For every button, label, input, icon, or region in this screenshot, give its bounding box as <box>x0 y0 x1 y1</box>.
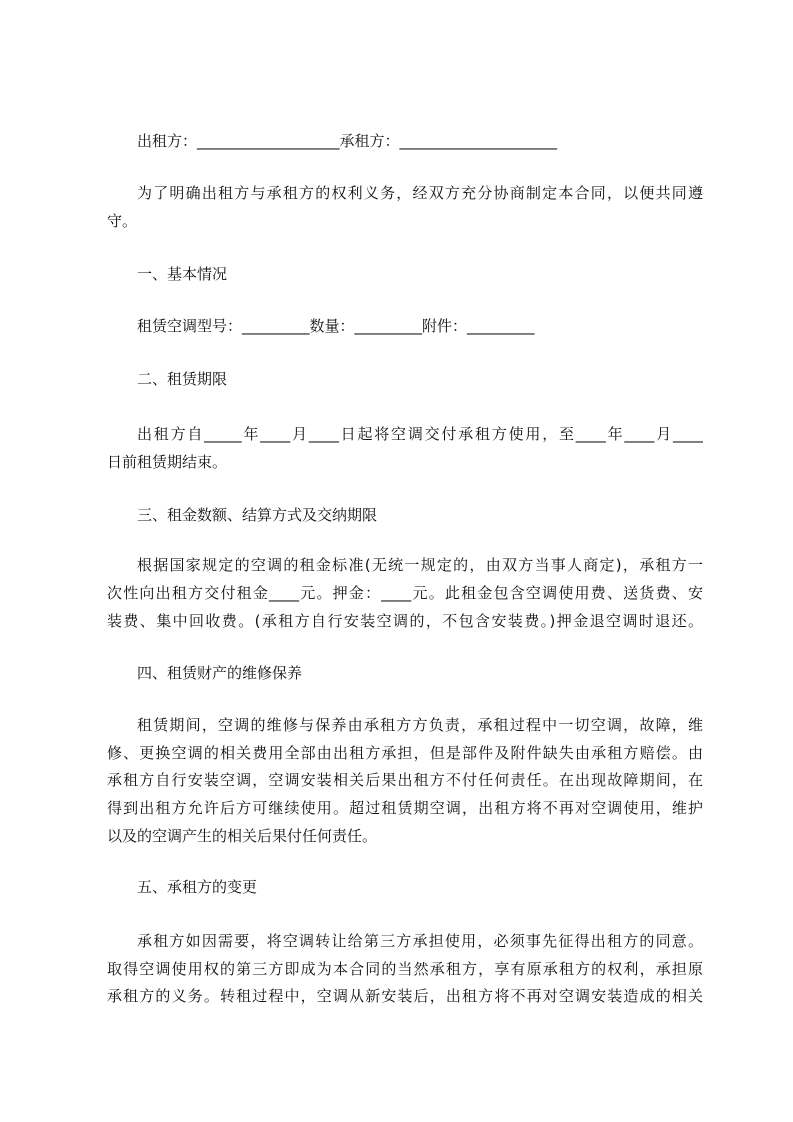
maintenance-line-4: 得到出租方允许后方可继续使用。超过租赁期空调，出租方将不再对空调使用，维护 <box>107 799 703 817</box>
maintenance-line-1: 租赁期间，空调的维修与保养由承租方方负责，承租过程中一切空调，故障，维 <box>137 716 703 734</box>
preamble-line-2: 守。 <box>107 212 138 230</box>
transfer-line-3: 承租方的义务。转租过程中，空调从新安装后，出租方将不再对空调安装造成的相关 <box>107 987 703 1005</box>
section-heading-5: 五、承租方的变更 <box>137 878 258 896</box>
term-line-1: 出租方自_____年____月____日起将空调交付承租方使用，至____年____月____ <box>137 425 703 443</box>
transfer-line-1: 承租方如因需要，将空调转让给第三方承担使用，必须事先征得出租方的同意。 <box>137 932 703 950</box>
rent-line-2: 次性向出租方交付租金____元。押金：____元。此租金包含空调使用费、送货费、安 <box>107 584 703 602</box>
rent-line-1: 根据国家规定的空调的租金标准(无统一规定的，由双方当事人商定)，承租方一 <box>137 556 703 574</box>
section-heading-4: 四、租赁财产的维修保养 <box>137 664 303 682</box>
section-heading-3: 三、租金数额、结算方式及交纳期限 <box>137 506 378 524</box>
rent-line-3: 装费、集中回收费。(承租方自行安装空调的，不包含安装费。)押金退空调时退还。 <box>107 612 703 630</box>
maintenance-line-2: 修、更换空调的相关费用全部由出租方承担，但是部件及附件缺失由承租方赔偿。由 <box>107 744 703 762</box>
maintenance-line-5: 以及的空调产生的相关后果付任何责任。 <box>107 827 378 845</box>
basic-info-line: 租赁空调型号：_________数量：_________附件：_________ <box>137 317 535 335</box>
section-heading-1: 一、基本情况 <box>137 265 228 283</box>
transfer-line-2: 取得空调使用权的第三方即成为本合同的当然承租方，享有原承租方的权利，承担原 <box>107 960 703 978</box>
parties-line: 出租方：___________________承租方：_____________________ <box>137 132 558 150</box>
term-line-2: 日前租赁期结束。 <box>107 453 228 471</box>
preamble-line-1: 为了明确出租方与承租方的权利义务，经双方充分协商制定本合同，以便共同遵 <box>137 184 703 202</box>
section-heading-2: 二、租赁期限 <box>137 370 228 388</box>
maintenance-line-3: 承租方自行安装空调，空调安装相关后果出租方不付任何责任。在出现故障期间，在 <box>107 771 703 789</box>
